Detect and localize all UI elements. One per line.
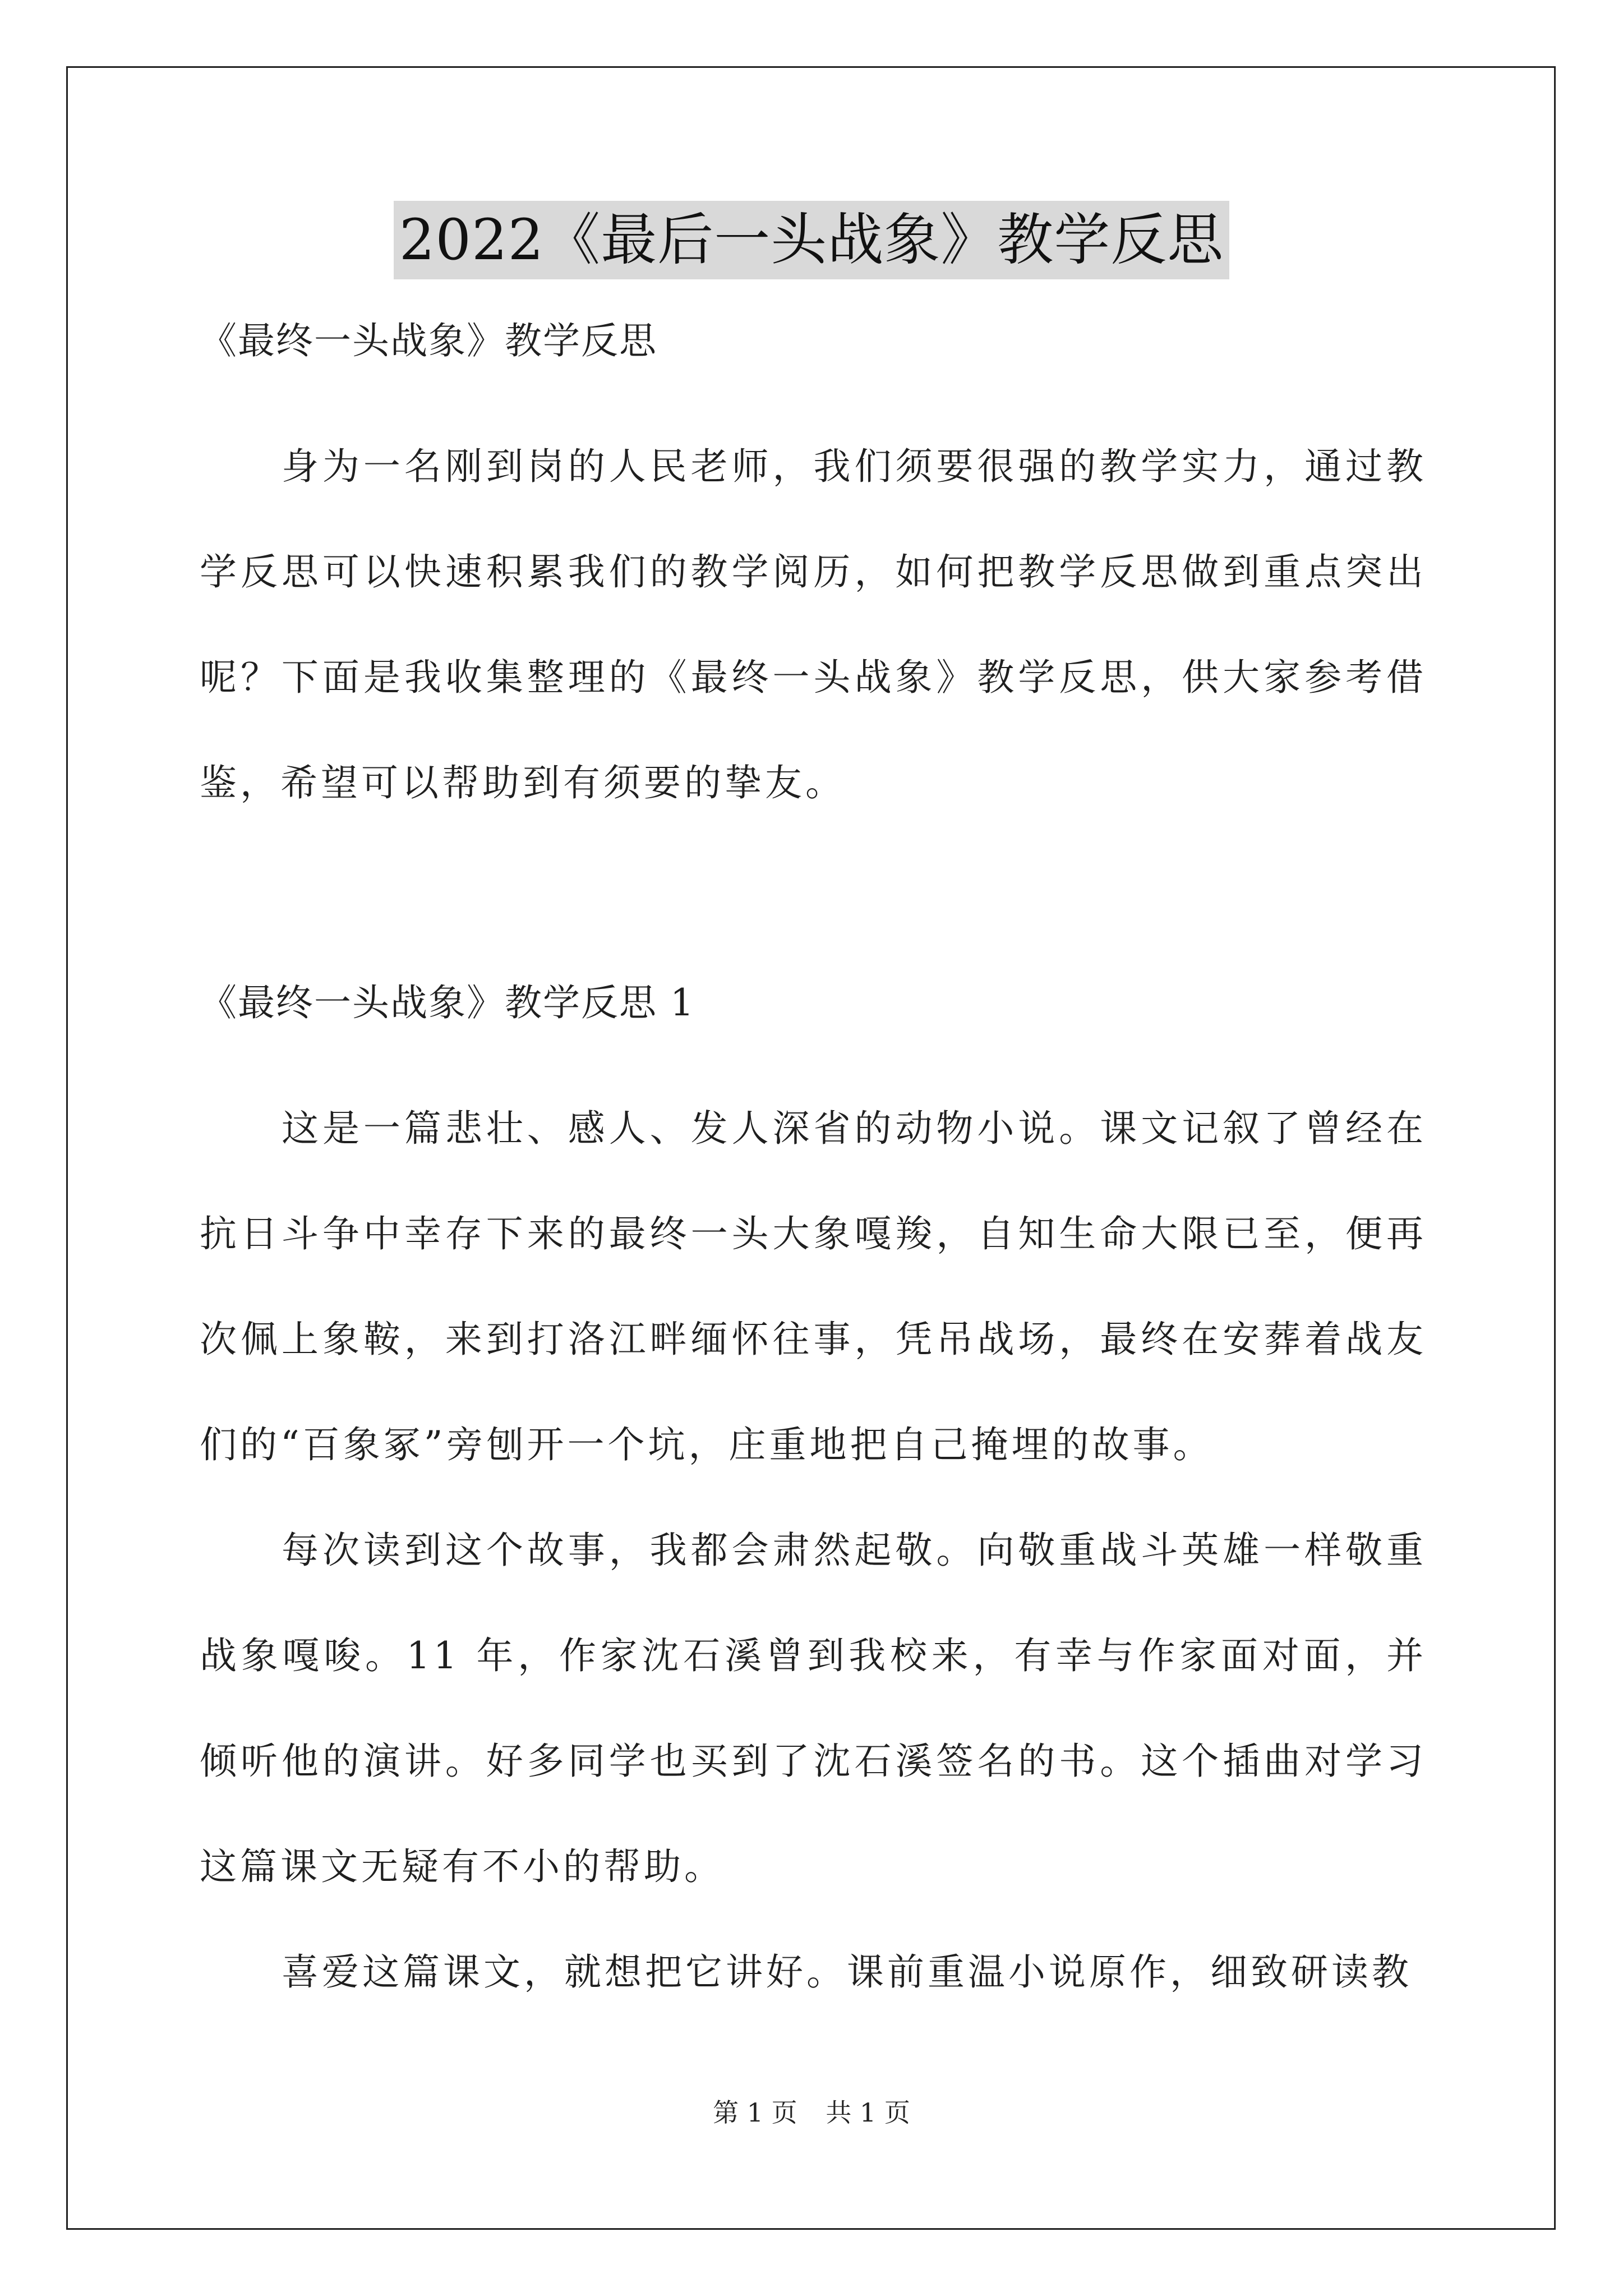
- spacer: [200, 1030, 1427, 1076]
- page-footer: [0, 2092, 1623, 2129]
- page-number: 第 1 页: [713, 2097, 797, 2128]
- body-paragraph: 喜爱这篇课文，就想把它讲好。课前重温小说原作，细致研读教: [282, 1950, 1412, 1994]
- body-paragraph: 每次读到这个故事，我都会肃然起敬。向敬重战斗英雄一样敬重战象嘎唆。11 年，作家沈石溪曾到我校来，有幸与作家面对面，并倾听他的演讲。好多同学也买到了沈石溪签名的书。这个插曲对学习这篇课文无疑有不小的帮助。: [200, 1529, 1427, 1888]
- intro-heading: 《最终一头战象》教学反思: [200, 319, 657, 362]
- document-body: [200, 314, 1427, 2025]
- title-container: [0, 201, 1623, 279]
- spacer: [200, 836, 1427, 976]
- document-title: 2022《最后一头战象》教学反思: [394, 201, 1230, 279]
- page-total: 共 1 页: [826, 2097, 910, 2128]
- body-paragraph: 这是一篇悲壮、感人、发人深省的动物小说。课文记叙了曾经在抗日斗争中幸存下来的最终一头大象嘎羧，自知生命大限已至，便再次佩上象鞍，来到打洛江畔缅怀往事，凭吊战场，最终在安葬着战友们的“百象冢”旁刨开一个坑，庄重地把自己掩埋的故事。: [200, 1107, 1427, 1466]
- intro-paragraph: 身为一名刚到岗的人民老师，我们须要很强的教学实力，通过教学反思可以快速积累我们的教学阅历，如何把教学反思做到重点突出呢？下面是我收集整理的《最终一头战象》教学反思，供大家参考借鉴，希望可以帮助到有须要的挚友。: [200, 445, 1427, 804]
- spacer: [200, 368, 1427, 414]
- section-heading: 《最终一头战象》教学反思 1: [200, 981, 695, 1024]
